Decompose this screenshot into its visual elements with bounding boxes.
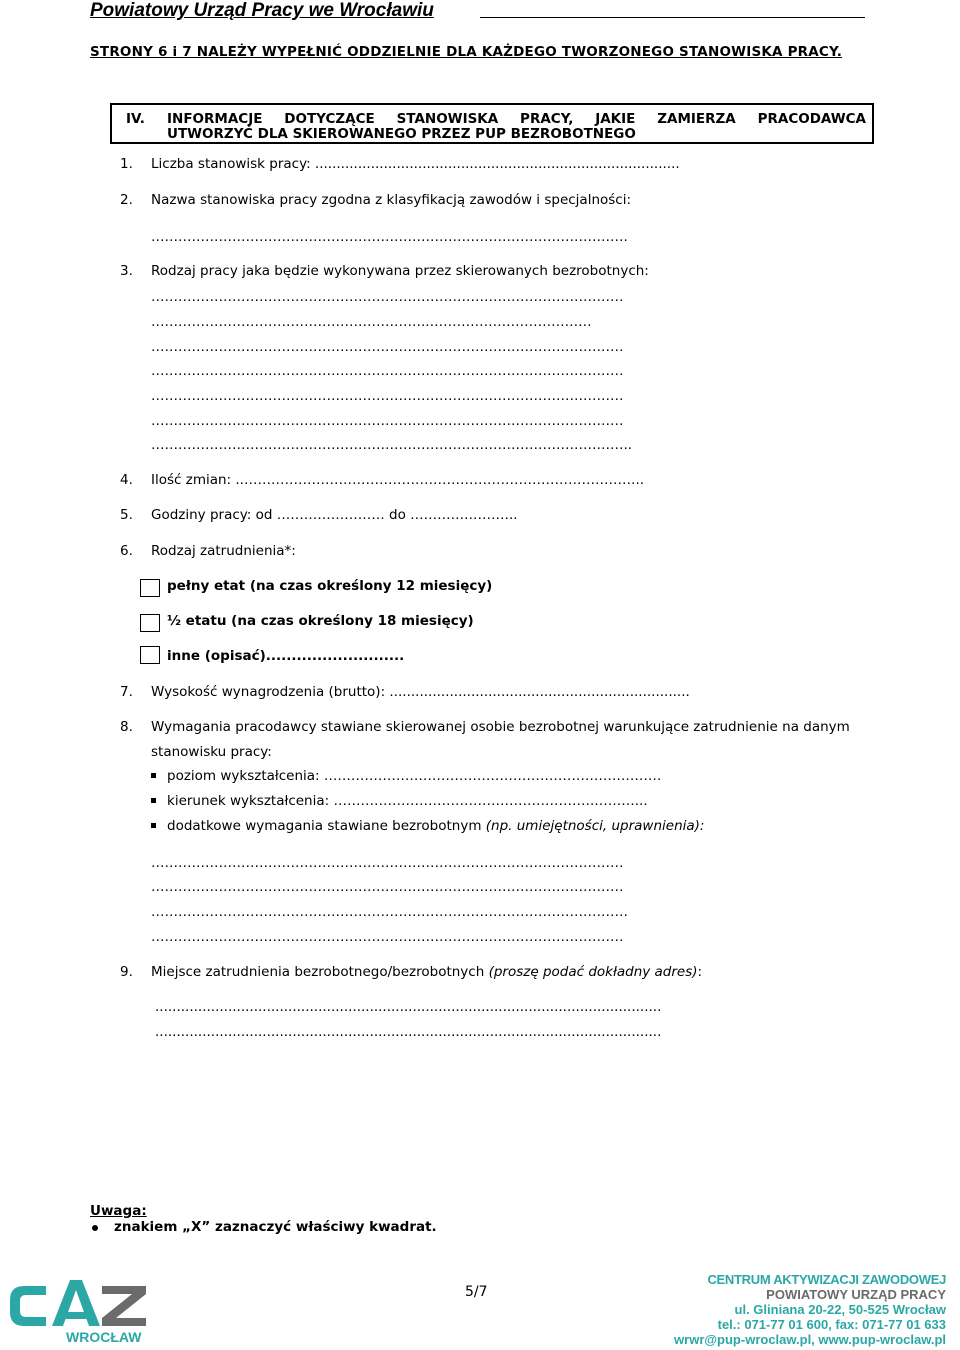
requirements-line[interactable]: …………………………………………………………………………………………… <box>151 879 624 895</box>
question-label: Rodzaj pracy jaka będzie wykonywana przez skierowanych bezrobotnych: <box>151 263 649 279</box>
section-title-line2: UTWORZYĆ DLA SKIEROWANEGO PRZEZ PUP BEZROBOTNEGO <box>167 126 636 142</box>
half-time-checkbox[interactable] <box>140 614 160 632</box>
section-title-line1: INFORMACJE DOTYCZĄCE STANOWISKA PRACY, JAKIE ZAMIERZA PRACODAWCA <box>167 111 866 127</box>
requirements-line[interactable]: …………………………………………………………………………………………… <box>151 855 624 871</box>
work-type-line[interactable]: …………………………………………………………………………………………… <box>151 363 624 379</box>
bullet-square <box>151 773 156 778</box>
workplace-address-line[interactable]: ...................................................................................................................... <box>155 999 662 1015</box>
organization-contact <box>666 1272 946 1347</box>
question-label: Nazwa stanowiska pracy zgodna z klasyfikacją zawodów i specjalności: <box>151 192 632 208</box>
work-type-line[interactable]: …………………………………………………………………………………………… <box>151 339 624 355</box>
work-type-line[interactable]: …………………………………………………………………………………………… <box>151 413 624 429</box>
workplace-address-line[interactable]: ...................................................................................................................... <box>155 1024 662 1040</box>
bullet-square <box>151 823 156 828</box>
positions-count-field[interactable]: Liczba stanowisk pracy: ..................................................................................... <box>151 156 680 172</box>
full-time-label: pełny etat (na czas określony 12 miesięcy) <box>167 578 493 594</box>
education-field-field[interactable]: kierunek wykształcenia: ………………………………………………….………... <box>167 793 648 809</box>
caz-logo-icon <box>6 1276 150 1346</box>
work-type-line[interactable]: …………………………………………………………………………………………… <box>151 388 624 404</box>
question-label: Miejsce zatrudnienia bezrobotnego/bezrobotnych (proszę podać dokładny adres): <box>151 964 703 980</box>
salary-field[interactable]: Wysokość wynagrodzenia (brutto): ...................................................................... <box>151 684 690 700</box>
question-number: 5. <box>120 507 133 523</box>
section-number: IV. <box>126 111 145 127</box>
bullet-dot <box>92 1225 98 1231</box>
note-text: znakiem „X” zaznaczyć właściwy kwadrat. <box>114 1219 437 1235</box>
section-iv-heading <box>110 103 874 144</box>
org-subtitle: POWIATOWY URZĄD PRACY <box>766 1287 946 1302</box>
working-hours-field[interactable]: Godziny pracy: od …………………… do ………….……….. <box>151 507 518 523</box>
question-number: 1. <box>120 156 133 172</box>
org-email-web[interactable]: wrwr@pup-wroclaw.pl, www.pup-wroclaw.pl <box>674 1332 946 1347</box>
page-number: 5/7 <box>465 1284 488 1300</box>
work-type-line[interactable]: …………………………………………………………………………………………….. <box>151 437 633 453</box>
question-number: 2. <box>120 192 133 208</box>
question-number: 8. <box>120 719 133 735</box>
position-name-field[interactable]: ……………………………………………………………………………………………. <box>151 229 628 245</box>
bullet-square <box>151 798 156 803</box>
education-level-field[interactable]: poziom wykształcenia: ………………………………………………………………… <box>167 768 662 784</box>
page-header-title: Powiatowy Urząd Pracy we Wrocławiu <box>90 0 434 21</box>
work-type-line[interactable]: …………………………………………………………………………………………… <box>151 289 624 305</box>
additional-requirements-label: dodatkowe wymagania stawiane bezrobotnym (np. umiejętności, uprawnienia): <box>167 818 705 834</box>
org-name: CENTRUM AKTYWIZACJI ZAWODOWEJ <box>707 1272 946 1287</box>
org-phone-fax: tel.: 071-77 01 600, fax: 071-77 01 633 <box>717 1317 946 1332</box>
org-address: ul. Gliniana 20-22, 50-525 Wrocław <box>734 1302 946 1317</box>
requirements-line[interactable]: …………………………………………………………………………………………… <box>151 929 624 945</box>
shifts-field[interactable]: Ilość zmian: ..…………………………………………………………………………….. <box>151 472 645 488</box>
question-label: Wymagania pracodawcy stawiane skierowanej osobie bezrobotnej warunkujące zatrudnienie na danym <box>151 719 850 735</box>
question-number: 9. <box>120 964 133 980</box>
caz-logo <box>6 1276 150 1346</box>
question-label-continued: stanowisku pracy: <box>151 744 272 760</box>
work-type-line[interactable]: ……………………………………………………..……………………………… <box>151 314 592 330</box>
requirements-line[interactable]: ……………………………………………………………………………………………. <box>151 904 628 920</box>
header-rule <box>480 17 865 18</box>
question-label: Rodzaj zatrudnienia*: <box>151 543 296 559</box>
other-checkbox[interactable] <box>140 646 160 664</box>
fill-separately-notice: STRONY 6 i 7 NALEŻY WYPEŁNIĆ ODDZIELNIE DLA KAŻDEGO TWORZONEGO STANOWISKA PRACY. <box>90 44 843 60</box>
question-number: 6. <box>120 543 133 559</box>
full-time-checkbox[interactable] <box>140 579 160 597</box>
question-number: 7. <box>120 684 133 700</box>
question-number: 4. <box>120 472 133 488</box>
note-heading: Uwaga: <box>90 1203 147 1219</box>
half-time-label: ½ etatu (na czas określony 18 miesięcy) <box>167 613 474 629</box>
question-number: 3. <box>120 263 133 279</box>
other-label[interactable]: inne (opisać)........................... <box>167 648 405 664</box>
logo-subtext: WROCŁAW <box>66 1329 142 1345</box>
